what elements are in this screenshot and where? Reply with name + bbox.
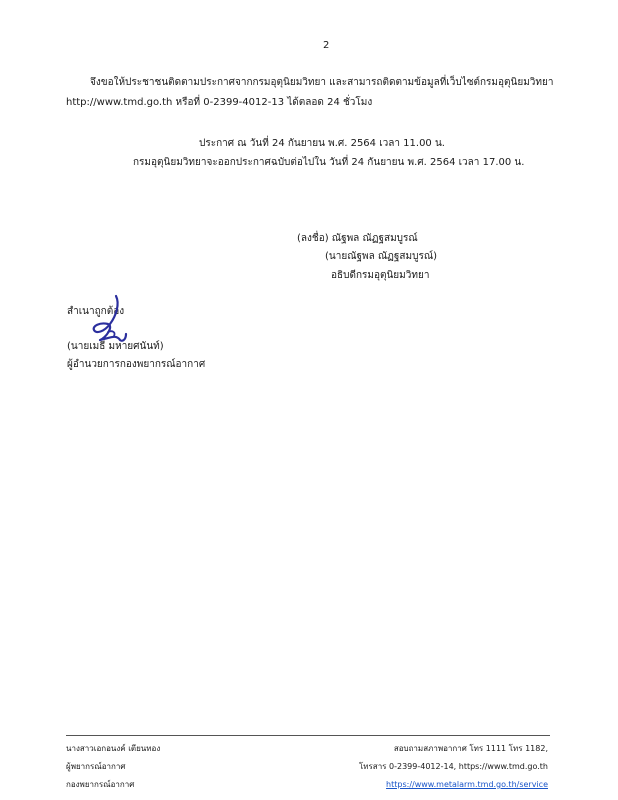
certifier-position: ผู้อำนวยการกองพยากรณ์อากาศ (67, 359, 206, 370)
announcement-date: ประกาศ ณ วันที่ 24 กันยายน พ.ศ. 2564 เวลา 11.00 น. (199, 138, 445, 149)
signed-line: (ลงชื่อ) ณัฐพล ณัฏฐสมบูรณ์ (297, 233, 418, 244)
page-number: 2 (323, 40, 330, 51)
footer-hotline: สอบถามสภาพอากาศ โทร 1111 โทร 1182, (393, 744, 548, 753)
certified-copy-label: สำเนาถูกต้อง (67, 306, 125, 317)
footer-forecaster-name: นางสาวเอกอนงค์ เตียนทอง (66, 744, 161, 753)
next-announcement: กรมอุตุนิยมวิทยาจะออกประกาศฉบับต่อไปใน วันที่ 24 กันยายน พ.ศ. 2564 เวลา 17.00 น. (133, 157, 525, 168)
signer-full-name: (นายณัฐพล ณัฏฐสมบูรณ์) (325, 251, 438, 262)
footer-divider (66, 735, 550, 736)
footer-forecaster-role: ผู้พยากรณ์อากาศ (66, 762, 126, 771)
handwritten-signature (86, 294, 130, 344)
paragraph-line-2: http://www.tmd.go.th หรือที่ 0-2399-4012-13 ได้ตลอด 24 ชั่วโมง (66, 97, 373, 108)
certifier-name: (นายเมธี มหายศนันท์) (67, 341, 164, 352)
paragraph-line-1: จึงขอให้ประชาชนติดตามประกาศจากกรมอุตุนิยมวิทยา และสามารถติดตามข้อมูลที่เว็บไซต์กรมอุตุนิยมวิทยา (90, 77, 554, 88)
signer-position: อธิบดีกรมอุตุนิยมวิทยา (331, 270, 430, 281)
footer-division: กองพยากรณ์อากาศ (66, 780, 135, 789)
footer-fax-website: โทรสาร 0-2399-4012-14, https://www.tmd.go.th (358, 762, 548, 771)
footer-metalarm-link[interactable]: https://www.metalarm.tmd.go.th/service (386, 780, 548, 789)
